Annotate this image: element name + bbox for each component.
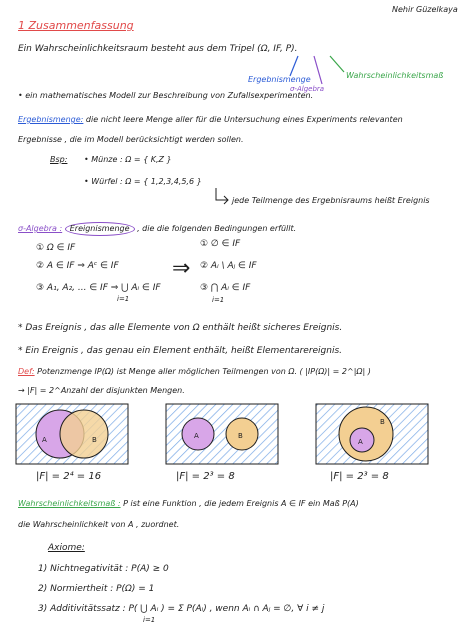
venn-2-label-a: A <box>194 432 199 440</box>
axiom-3: 3) Additivitätssatz : P( ⋃ Aᵢ ) = Σ P(Aᵢ) , wenn Aᵢ ∩ Aⱼ = ∅, ∀ i ≠ j <box>38 604 325 614</box>
venn-2-caption: |F| = 2³ = 8 <box>176 471 235 482</box>
example-muenze: • Münze : Ω = { K,Z } <box>84 155 172 164</box>
section-title: 1 Zusammenfassung <box>18 19 134 32</box>
example-wuerfel: • Würfel : Ω = { 1,2,3,4,5,6 } <box>84 177 202 186</box>
venn-diagrams <box>14 402 460 468</box>
condition-1: ① Ω ∈ IF <box>36 243 76 253</box>
venn-3-caption: |F| = 2³ = 8 <box>330 471 389 482</box>
implies-arrow: ⇒ <box>172 256 191 281</box>
intro-bullet: • ein mathematisches Modell zur Beschreibung von Zufallsexperimenten. <box>18 91 314 100</box>
condition-2: ② A ∈ IF ⇒ Aᶜ ∈ IF <box>36 261 119 271</box>
derived-3: ③ ⋂ Aᵢ ∈ IF <box>200 283 251 293</box>
wmass-line2: die Wahrscheinlichkeit von A , zuordnet. <box>18 520 180 529</box>
derived-2: ② Aᵢ \ Aⱼ ∈ IF <box>200 261 257 271</box>
label-wahrscheinlichkeitsmass: Wahrscheinlichkeitsmaß <box>346 71 444 80</box>
axiom-2: 2) Normiertheit : P(Ω) = 1 <box>38 584 155 594</box>
condition-3: ③ A₁, A₂, ... ∈ IF ⇒ ⋃ Aᵢ ∈ IF <box>36 283 161 293</box>
author-name: Nehir Güzelkaya <box>392 5 458 14</box>
potenzmenge-line2: → |F| = 2^Anzahl der disjunkten Mengen. <box>18 386 185 395</box>
wmass-line1: Wahrscheinlichkeitsmaß : P ist eine Funktion , die jedem Ereignis A ∈ IF ein Maß P(A) <box>18 499 359 508</box>
venn-3 <box>316 404 428 464</box>
derived-1: ① ∅ ∈ IF <box>200 239 241 249</box>
intro-line: Ein Wahrscheinlichkeitsraum besteht aus dem Tripel (Ω, IF, P). <box>18 44 298 54</box>
venn-1-label-b: B <box>92 436 97 444</box>
bsp-label: Bsp: <box>50 155 68 164</box>
ergebnismenge-line1: Ergebnismenge: die nicht leere Menge aller für die Untersuchung eines Experiments relevanten <box>18 115 403 124</box>
axiom-1: 1) Nichtnegativität : P(A) ≥ 0 <box>38 564 169 574</box>
venn-2-label-b: B <box>238 432 243 440</box>
ergebnismenge-line2: Ergebnisse , die im Modell berücksichtigt werden sollen. <box>18 135 244 144</box>
ereignismenge-circled: Ereignismenge <box>65 222 135 236</box>
potenzmenge-line1: Def: Potenzmenge IP(Ω) ist Menge aller möglichen Teilmengen von Ω. ( |IP(Ω)| = 2^|Ω| ) <box>18 367 371 376</box>
derived-3-index: i=1 <box>212 296 225 304</box>
axiome-title: Axiome: <box>48 543 85 553</box>
venn-1 <box>16 404 128 464</box>
condition-3-index: i=1 <box>117 295 130 303</box>
venn-3-label-b: B <box>380 418 385 426</box>
venn-1-label-a: A <box>42 436 47 444</box>
label-sigma-algebra: σ-Algebra <box>290 85 325 93</box>
label-ergebnismenge: Ergebnismenge <box>248 75 311 84</box>
sicheres-ereignis-line: * Das Ereignis , das alle Elemente von Ω enthält heißt sicheres Ereignis. <box>18 323 343 333</box>
ereignis-note: jede Teilmenge des Ergebnisraums heißt Ereignis <box>232 196 430 205</box>
axiom-3-index: i=1 <box>143 616 156 624</box>
venn-1-caption: |F| = 2⁴ = 16 <box>36 471 102 482</box>
venn-2 <box>166 404 278 464</box>
sigma-line: σ-Algebra : Ereignismenge , die die folgenden Bedingungen erfüllt. <box>18 222 296 236</box>
note-arrow-icon <box>212 186 232 206</box>
venn-3-label-a: A <box>358 438 363 446</box>
elementarereignis-line: * Ein Ereignis , das genau ein Element enthält, heißt Elementarereignis. <box>18 346 343 356</box>
